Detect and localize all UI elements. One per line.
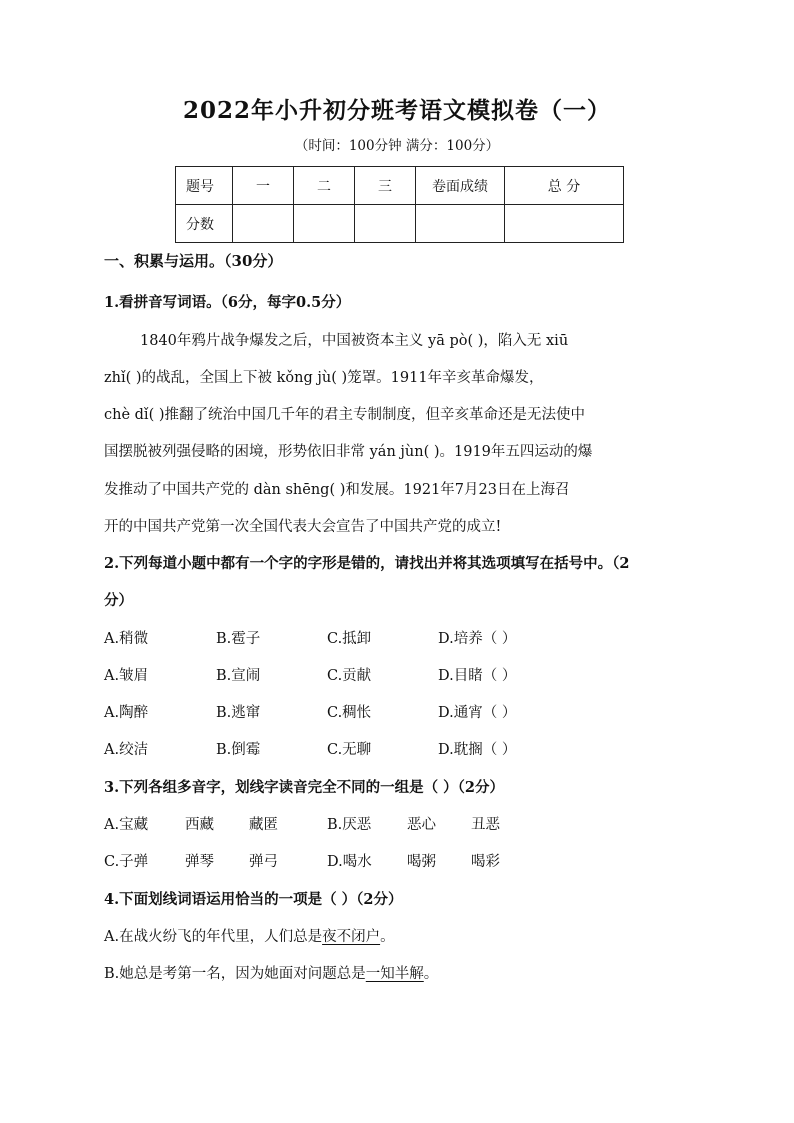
score-input-cell[interactable] xyxy=(416,205,505,243)
underlined-idiom: 夜不闭户 xyxy=(322,929,381,945)
question-heading: 分） xyxy=(104,592,133,609)
question-heading: 1.看拼音写词语。（6分，每字0.5分） xyxy=(104,294,351,311)
table-cell: 二 xyxy=(294,167,355,205)
option-b: B.宣闹 xyxy=(216,668,261,684)
paragraph-line: 国摆脱被列强侵略的困境，形势依旧非常 yán jùn( )。1919年五四运动的爆 xyxy=(104,444,593,460)
question-heading: 2.下列每道小题中都有一个字的字形是错的，请找出并将其选项填写在括号中。（2 xyxy=(104,555,630,572)
option-b: B.倒霉 xyxy=(216,742,261,758)
option-d-answer[interactable]: D.通宵（ ） xyxy=(438,705,517,721)
option-b: B.雹子 xyxy=(216,631,261,647)
option-c: C.抵卸 xyxy=(327,631,372,647)
option-a: A.陶醉 xyxy=(104,705,149,721)
option-a: A.绞洁 xyxy=(104,742,149,758)
paragraph-line: zhǐ( )的战乱，全国上下被 kǒng jù( )笼罩。1911年辛亥革命爆发， xyxy=(104,370,544,386)
underlined-idiom: 一知半解 xyxy=(365,966,424,982)
option-c: C.无聊 xyxy=(327,742,372,758)
polyphone-word: 西藏 xyxy=(185,817,214,833)
polyphone-word: 丑恶 xyxy=(471,817,500,833)
polyphone-word: 弹琴 xyxy=(185,854,214,870)
table-cell: 三 xyxy=(355,167,416,205)
section-heading: 一、积累与运用。（30分） xyxy=(104,252,283,270)
score-input-cell[interactable] xyxy=(294,205,355,243)
score-table xyxy=(175,166,624,243)
sentence-text: 。 xyxy=(380,929,395,945)
paragraph-line: 开的中国共产党第一次全国代表大会宣告了中国共产党的成立! xyxy=(104,519,502,535)
polyphone-word: 藏匿 xyxy=(249,817,278,833)
option-a-sentence xyxy=(104,925,395,946)
polyphone-word: A.宝藏 xyxy=(104,817,149,833)
score-input-cell[interactable] xyxy=(505,205,624,243)
polyphone-word: 恶心 xyxy=(407,817,436,833)
table-cell: 卷面成绩 xyxy=(416,167,505,205)
option-c: C.稠怅 xyxy=(327,705,372,721)
option-c: C.贡献 xyxy=(327,668,372,684)
question-heading: 3.下列各组多音字，划线字读音完全不同的一组是（ ）（2分） xyxy=(104,779,505,796)
question-heading: 4.下面划线词语运用恰当的一项是（ ）（2分） xyxy=(104,891,403,908)
paragraph-line: chè dǐ( )推翻了统治中国几千年的君主专制制度，但辛亥革命还是无法使中 xyxy=(104,407,585,423)
table-row xyxy=(176,205,624,243)
table-cell: 题号 xyxy=(176,167,233,205)
polyphone-word: 喝彩 xyxy=(471,854,500,870)
sentence-text: 。 xyxy=(423,966,439,982)
option-d-answer[interactable]: D.目睹（ ） xyxy=(438,668,517,684)
option-b: B.逃窜 xyxy=(216,705,261,721)
option-a: A.稍微 xyxy=(104,631,149,647)
paragraph-line: 发推动了中国共产党的 dàn shēng( )和发展。1921年7月23日在上海召 xyxy=(104,482,570,498)
sentence-text: A.在战火纷飞的年代里，人们总是 xyxy=(104,929,323,945)
paragraph-line: 1840年鸦片战争爆发之后，中国被资本主义 yā pò( )，陷入无 xiū xyxy=(140,333,569,349)
score-input-cell[interactable] xyxy=(233,205,294,243)
option-d-answer[interactable]: D.培养（ ） xyxy=(438,631,517,647)
polyphone-word: C.子弹 xyxy=(104,854,149,870)
exam-time-and-score: （时间：100分钟 满分：100分） xyxy=(294,138,500,154)
polyphone-word: 喝粥 xyxy=(407,854,436,870)
table-row xyxy=(176,167,624,205)
polyphone-word: 弹弓 xyxy=(249,854,278,870)
sentence-text: B.她总是考第一名，因为她面对问题总是 xyxy=(104,966,366,982)
polyphone-word: B.厌恶 xyxy=(327,817,372,833)
table-cell: 一 xyxy=(233,167,294,205)
polyphone-word: D.喝水 xyxy=(327,854,372,870)
table-cell: 总 分 xyxy=(505,167,624,205)
score-input-cell[interactable] xyxy=(355,205,416,243)
page-title: 2022年小升初分班考语文模拟卷（一） xyxy=(182,97,611,124)
option-a: A.皱眉 xyxy=(104,668,149,684)
table-cell: 分数 xyxy=(176,205,233,243)
option-b-sentence xyxy=(104,962,438,983)
option-d-answer[interactable]: D.耽搁（ ） xyxy=(438,742,517,758)
